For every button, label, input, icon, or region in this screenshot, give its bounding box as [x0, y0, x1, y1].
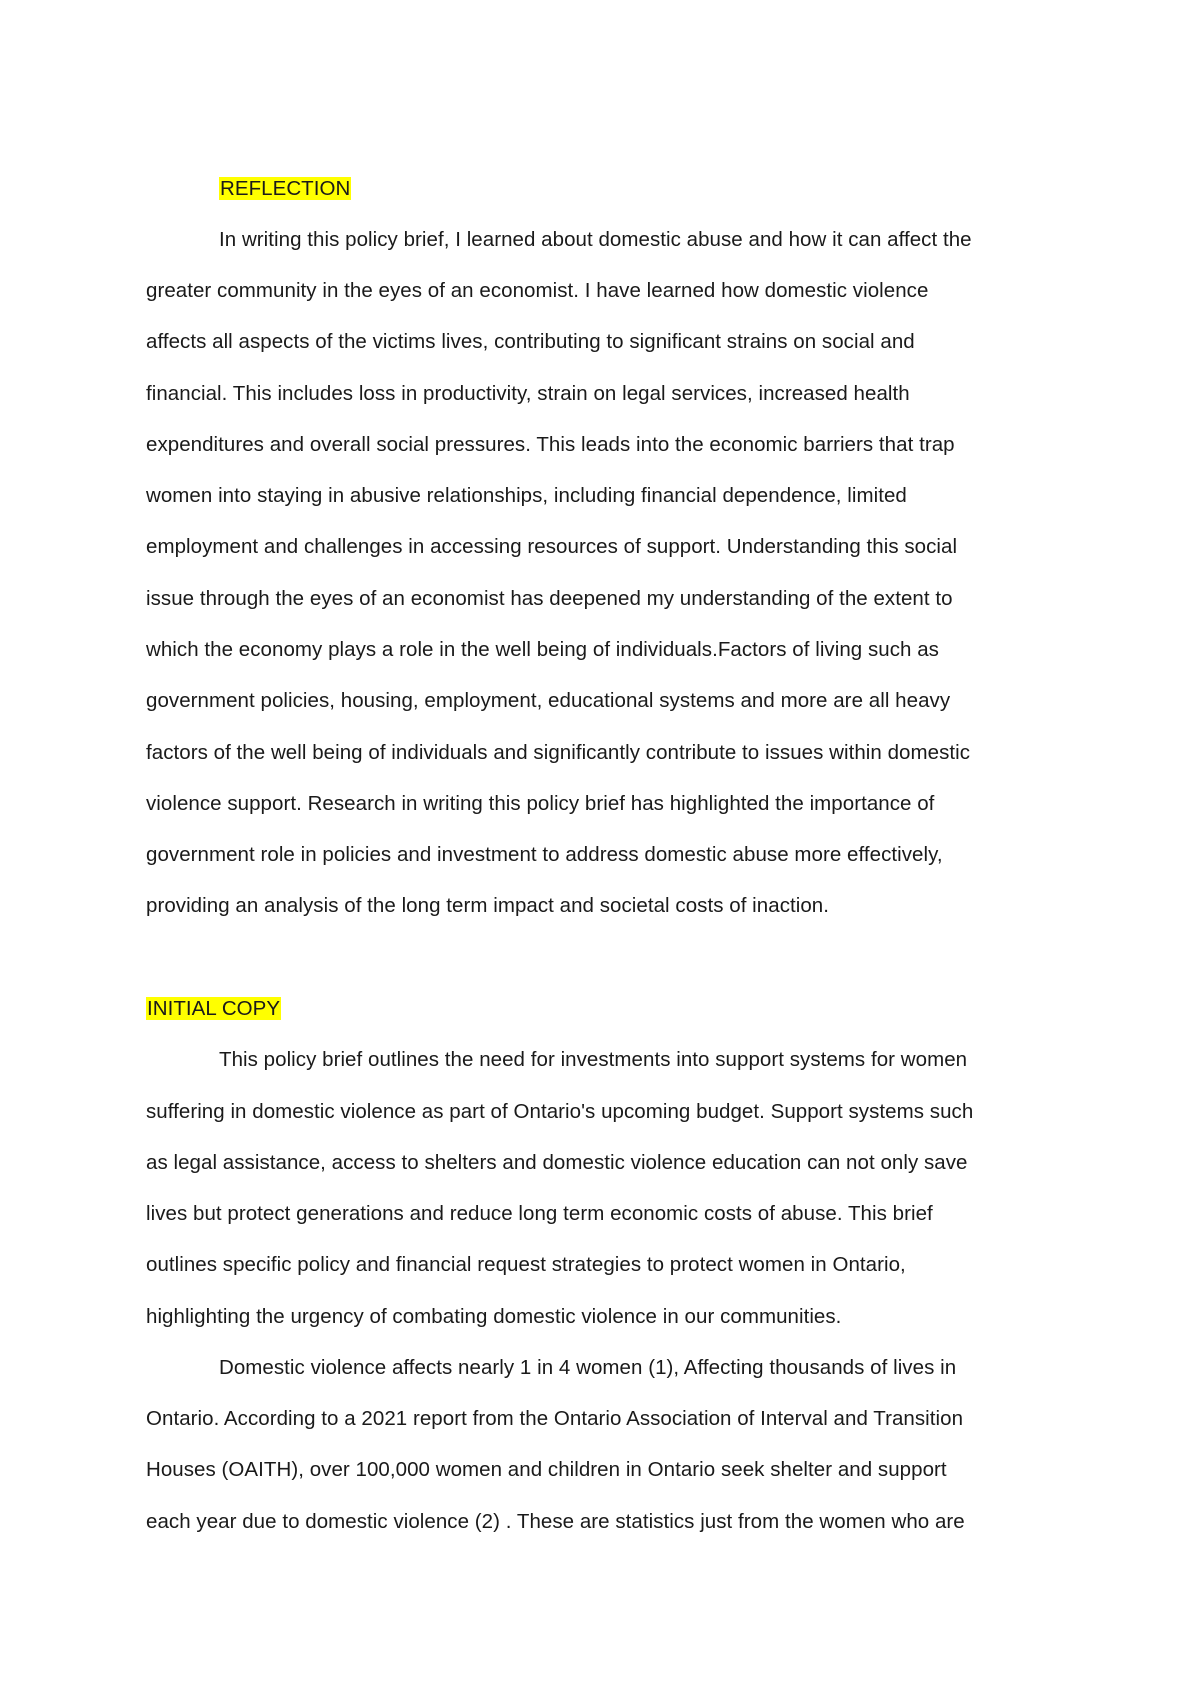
reflection-heading — [219, 174, 351, 204]
initial-copy-line: suffering in domestic violence as part of Ontario's upcoming budget. Support systems such — [146, 1100, 974, 1123]
reflection-line: issue through the eyes of an economist has deepened my understanding of the extent to — [146, 587, 953, 610]
initial-copy-line: outlines specific policy and financial request strategies to protect women in Ontario, — [146, 1253, 906, 1276]
reflection-line: employment and challenges in accessing resources of support. Understanding this social — [146, 535, 958, 558]
reflection-line: which the economy plays a role in the well being of individuals.Factors of living such as — [146, 638, 939, 661]
reflection-line: government policies, housing, employment, educational systems and more are all heavy — [146, 689, 951, 712]
initial-copy-line: This policy brief outlines the need for investments into support systems for women — [219, 1048, 968, 1071]
initial-copy-line: Domestic violence affects nearly 1 in 4 women (1), Affecting thousands of lives in — [219, 1356, 957, 1379]
initial-copy-line: as legal assistance, access to shelters and domestic violence education can not only save — [146, 1151, 968, 1174]
reflection-line: expenditures and overall social pressures. This leads into the economic barriers that trap — [146, 433, 955, 456]
initial-copy-heading-highlight: INITIAL COPY — [147, 997, 281, 1020]
reflection-line: government role in policies and investment to address domestic abuse more effectively, — [146, 843, 943, 866]
reflection-line: factors of the well being of individuals and significantly contribute to issues within domestic — [146, 741, 971, 764]
initial-copy-line: each year due to domestic violence (2) . These are statistics just from the women who are — [146, 1510, 965, 1533]
initial-copy-line: highlighting the urgency of combating domestic violence in our communities. — [146, 1305, 842, 1328]
initial-copy-heading — [146, 994, 281, 1024]
reflection-line: affects all aspects of the victims lives, contributing to significant strains on social and — [146, 330, 915, 353]
initial-copy-line: lives but protect generations and reduce long term economic costs of abuse. This brief — [146, 1202, 933, 1225]
reflection-line: greater community in the eyes of an economist. I have learned how domestic violence — [146, 279, 929, 302]
reflection-line: women into staying in abusive relationships, including financial dependence, limited — [146, 484, 907, 507]
reflection-line: financial. This includes loss in productivity, strain on legal services, increased health — [146, 382, 910, 405]
reflection-heading-highlight: REFLECTION — [220, 177, 351, 200]
reflection-line: In writing this policy brief, I learned about domestic abuse and how it can affect the — [219, 228, 972, 251]
reflection-line: violence support. Research in writing this policy brief has highlighted the importance of — [146, 792, 935, 815]
reflection-line: providing an analysis of the long term impact and societal costs of inaction. — [146, 894, 829, 917]
initial-copy-line: Houses (OAITH), over 100,000 women and children in Ontario seek shelter and support — [146, 1458, 947, 1481]
initial-copy-line: Ontario. According to a 2021 report from the Ontario Association of Interval and Transition — [146, 1407, 964, 1430]
